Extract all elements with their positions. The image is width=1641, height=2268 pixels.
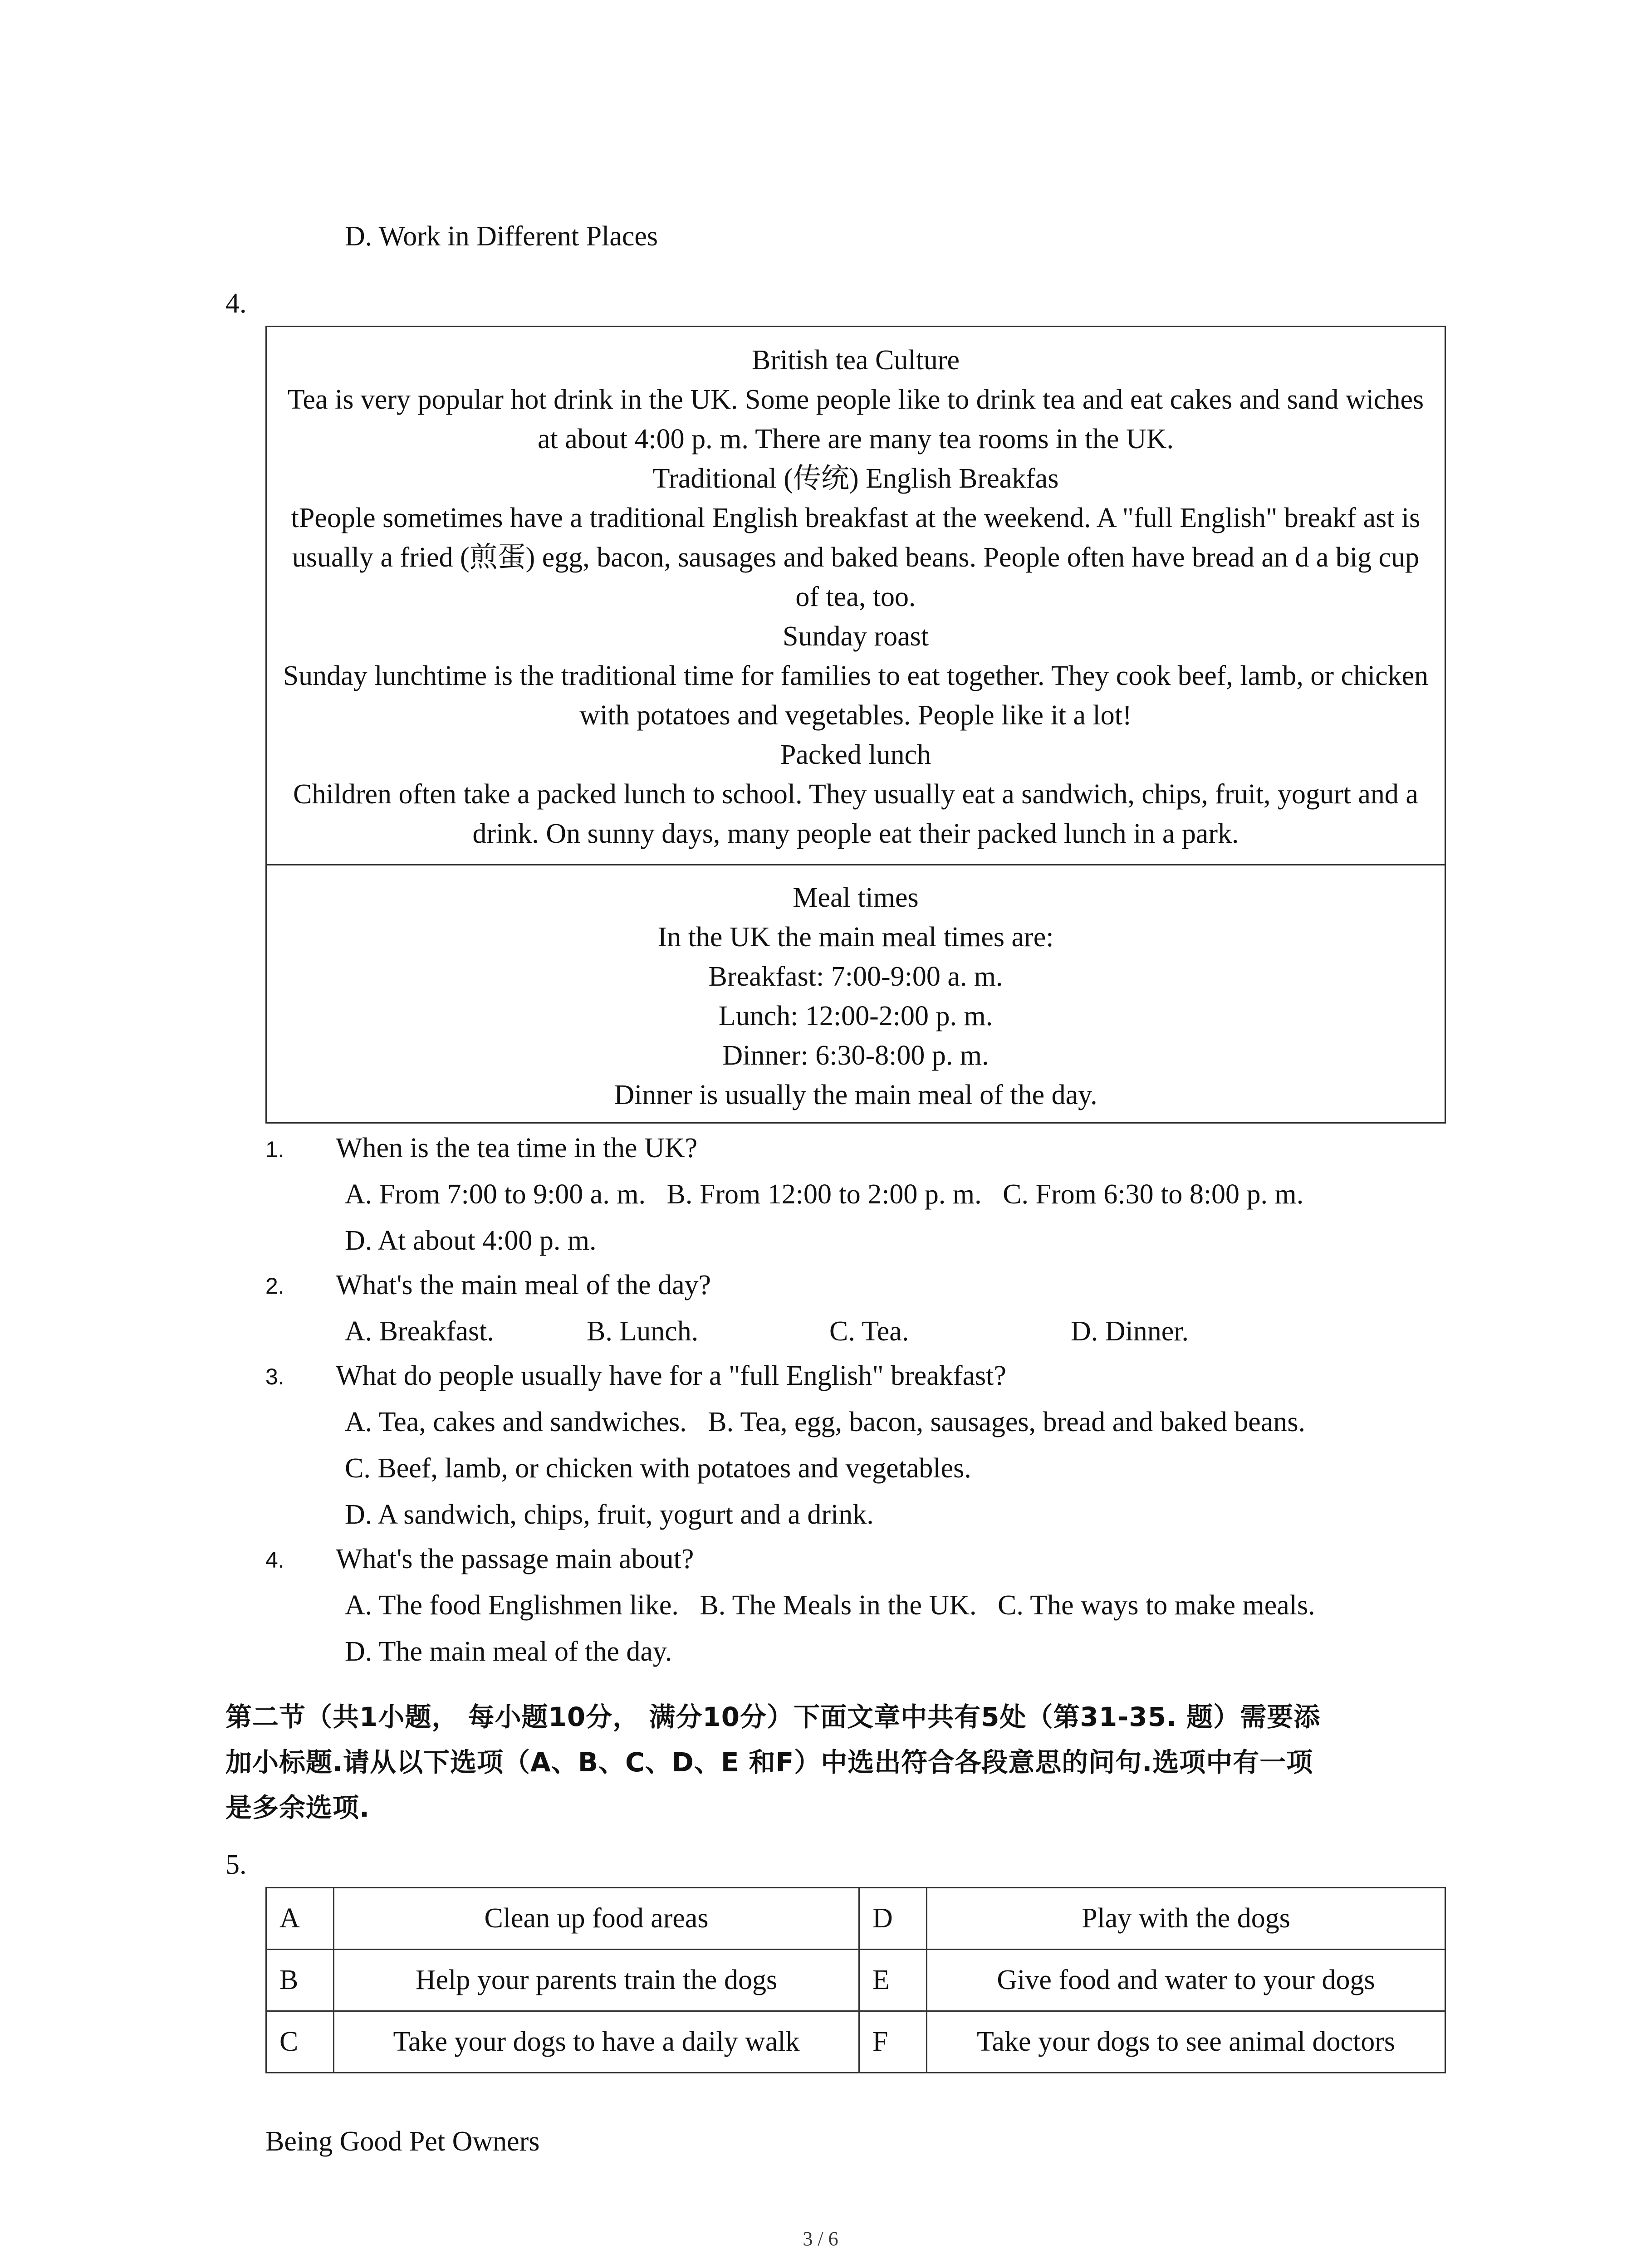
question-text: When is the tea time in the UK? [336,1133,698,1163]
option-value: Clean up food areas [334,1888,859,1950]
option-a: A. Breakfast. [345,1316,494,1347]
option-value: Play with the dogs [927,1888,1445,1950]
option-line: D. A sandwich, chips, fruit, yogurt and a drink. [345,1499,874,1530]
option-line: A. The food Englishmen like. B. The Meals in the UK. C. The ways to make meals. [345,1590,1315,1621]
option-key: F [859,2011,927,2073]
question-number: 5. [225,1849,247,1880]
question-number: 2. [265,1273,284,1299]
option-key: E [859,1950,927,2011]
table-row [266,1950,1445,2011]
option-value: Take your dogs to have a daily walk [334,2011,859,2073]
section-title: Sunday roast [782,621,929,652]
option-c: C. Tea. [829,1316,909,1347]
option-key: D [859,1888,927,1950]
question-text: What do people usually have for a "full English" breakfast? [336,1360,1006,1391]
question-text: What's the passage main about? [336,1544,694,1574]
option-value: Give food and water to your dogs [927,1950,1445,2011]
meal-times-box [265,864,1446,1124]
breakfast-time: Breakfast: 7:00-9:00 a. m. [708,961,1003,992]
option-line: C. Beef, lamb, or chicken with potatoes and vegetables. [345,1453,971,1484]
question-text: What's the main meal of the day? [336,1270,711,1300]
question-number: 4. [225,288,247,319]
paragraph: Sunday lunchtime is the traditional time for families to eat together. They cook beef, lamb, or chicken with potatoes and vegetables. People like it a lot! [283,660,1429,731]
instruction-line: 是多余选项. [225,1792,370,1823]
question-number: 4. [265,1547,284,1573]
option-b: B. Lunch. [587,1316,699,1347]
option-line: A. From 7:00 to 9:00 a. m. B. From 12:00 to 2:00 p. m. C. From 6:30 to 8:00 p. m. [345,1179,1304,1210]
option-line: D. At about 4:00 p. m. [345,1225,597,1256]
section-title: British tea Culture [751,345,960,376]
table-row [266,1888,1445,1950]
paragraph: tPeople sometimes have a traditional English breakfast at the weekend. A "full English" breakf ast is usually a fried (煎蛋) egg, bacon, sausages and baked beans. People often have bread an d a big cup of tea, too. [291,503,1421,612]
question-number: 1. [265,1137,284,1162]
passage-box [265,326,1446,865]
paragraph: Children often take a packed lunch to school. They usually eat a sandwich, chips, fruit, yogurt and a drink. On sunny days, many people eat their packed lunch in a park. [293,779,1418,849]
section-instructions [225,1694,1450,1830]
option-value: Take your dogs to see animal doctors [927,2011,1445,2073]
option-key: B [266,1950,334,2011]
section-title: Packed lunch [780,739,931,770]
paragraph: Tea is very popular hot drink in the UK. Some people like to drink tea and eat cakes and sand wiches at about 4:00 p. m. There are many tea rooms in the UK. [287,384,1424,455]
option-key: A [266,1888,334,1950]
option-d: D. Dinner. [1071,1316,1189,1347]
meal-note: Dinner is usually the main meal of the day. [614,1080,1097,1110]
option-line: A. Tea, cakes and sandwiches. B. Tea, egg, bacon, sausages, bread and baked beans. [345,1407,1305,1437]
page-number: 3 / 6 [803,2228,838,2250]
section-title: Traditional (传统) English Breakfas [652,463,1059,494]
option-key: C [266,2011,334,2073]
option-value: Help your parents train the dogs [334,1950,859,2011]
dinner-time: Dinner: 6:30-8:00 p. m. [722,1040,989,1071]
instruction-line: 加小标题.请从以下选项（A、B、C、D、E 和F）中选出符合各段意思的问句.选项中有一项 [225,1747,1313,1778]
instruction-line: 第二节（共1小题， 每小题10分， 满分10分）下面文章中共有5处（第31-35. 题）需要添 [225,1701,1321,1732]
option-line: D. The main meal of the day. [345,1636,672,1667]
table-row [266,2011,1445,2073]
option-text: D. Work in Different Places [345,221,658,252]
meal-times-intro: In the UK the main meal times are: [657,922,1054,953]
options-table [265,1887,1446,2073]
lunch-time: Lunch: 12:00-2:00 p. m. [718,1001,993,1031]
meal-times-title: Meal times [793,882,919,913]
question-number: 3. [265,1364,284,1389]
passage-title: Being Good Pet Owners [265,2126,540,2157]
